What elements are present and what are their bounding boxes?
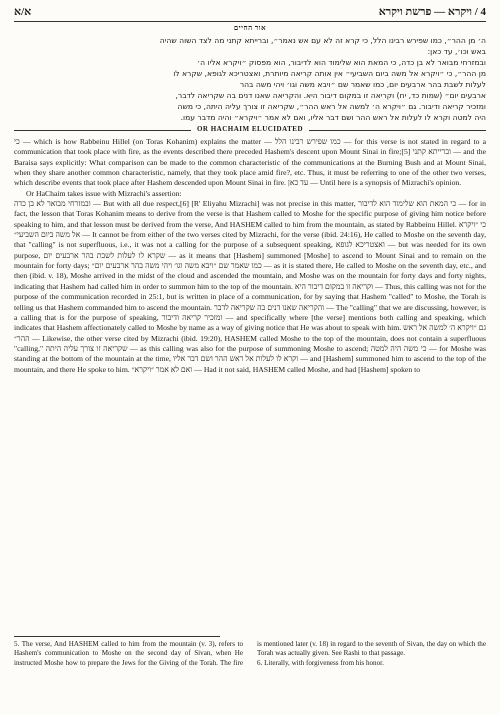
english-paragraph: Or HaChaim takes issue with Mizrachi's assertion: <box>26 188 182 198</box>
page-header-right: 4 / ויקרא — פרשת ויקרא <box>378 6 486 18</box>
hebrew-line: ובמזרחי מבואר לא בן כדה, כי המאת הוא שלימוד הוא לדיבור, הוא מפסוק ״ויקרא אליו ה׳ <box>196 58 486 67</box>
hebrew-line: מן ההר״, כי ״ויקרא אל משה ביום השביעי״ אין אותה קריאה מיותרת, ואצטריכא לגופא, שקרא לו <box>173 69 486 78</box>
hebrew-line: באש וכו׳, עד כאן: <box>427 47 486 56</box>
page-header <box>14 4 486 20</box>
page-header-left: א/א <box>14 6 32 18</box>
english-elucidation <box>14 137 486 375</box>
footnote-rule <box>14 636 220 637</box>
hebrew-line: לעלות לשבת בהר ארבעים יום, כמו שאמר שם ״ויבא משה וגו׳ ויהי משה בהר <box>239 80 486 89</box>
commentary-title: אור החיים <box>0 24 500 32</box>
header-rule <box>14 21 486 22</box>
hebrew-line: ארבעים יום״ (שמות כד, יח) וקריאה זו במקום דיבור היא. והקריאה שאנו דנים בה שקריאה לדבר, <box>175 91 486 100</box>
hebrew-commentary <box>14 35 486 123</box>
footnote: 6. Literally, with forgiveness from his honor. <box>257 658 384 667</box>
footnote: 5. The verse, And HASHEM called to him from the mountain (v. 3), refers to Hashem's communication to Moshe on the second day of Sivan, when He instructed Moshe how to prepare the Jews for the Giving of the Torah. The fire is mentioned later (v. 18) in regard to the seventh of Sivan, the day on which the Torah was actually given. See Rashi to that passage. <box>14 640 486 667</box>
hebrew-line: היה למטה וקרא לו לעלות אל ראש ההר ושם דבר אליו, ואם לא אמר ״ויקרא״ והיה מדבר עמו. <box>180 113 486 122</box>
hebrew-line: ומזכיר קריאה ודיבור. גם ״ויקרא ה׳ למשה אל ראש ההר״, שקריאה זו צורך עליה היתה, כי משה <box>177 102 486 111</box>
english-paragraph: כי — which is how Rabbeinu Hillel (on Toras Kohanim) explains the matter — כמו שפירש רבינו הלל — for this verse is not stated in regard to a communication that took place with fire, as the events described there preceded Hashem's descent upon Mount Sinai in fire;[5] וברייתא קתני — and the Baraisa says explicitly: What comparison can be made to the common characteristic of the communications at the Burning Bush and at Mount Sinai, when they share another common characteristic, namely, that they took place amid fire?, etc. Thus, it must be referring to one of the other two verses, which describe events that took place after Hashem descended upon Mount Sinai in fire. עד כאן — Until here is a synopsis of Mizrachi's opinion. <box>14 137 486 188</box>
english-paragraph: ובמזרחי מבואר לא בן כדה — But with all due respect,[6] [R' Eliyahu Mizrachi] was not precise in this matter, כי המאת הוא שלימוד הוא לדיבור — for in fact, the lesson that Toras Kohanim means to derive from the verse is that Hashem called to Moshe for the specific purpose of giving him notice before speaking to him, and that lesson must be derived from the verse, And HASHEM called to him from the mountain, as stated by Rabbeinu Hillel. כי ״ויקרא אל משה ביום השביעי״ — It cannot be from either of the two verses cited by Mizrachi, for the verse (ibid. 24:16), He called to Moshe on the seventh day, that "calling" is not superfluous, i.e., it was not a calling for the purpose of a subsequent speaking, ואצטריכא לגופא — but was needed for its own purpose, שקרא לו לעלות לשבת בהר ארבעים יום — as it means that [Hashem] summoned [Moshe] to ascend to Mount Sinai and to remain on the mountain for forty days; כמו שאמר שם ״ויבא משה וגו׳ ויהי משה בהר ארבעים יום״ — as it is stated there, He called to Moshe on the seventh day, etc., and then (ibid. v. 18), Moshe arrived in the midst of the cloud and ascended the mountain, and Moshe was on the mountain for forty days and forty nights, indicating that Hashem had called him in order to summon him to the top of the mountain. וקריאה זו במקום דיבור היא — Thus, this calling was not for the purpose of the communication recorded in 25:1, but is written in place of a communication, for by saying that Hashem "called" to Moshe, the Torah is telling us that Hashem commanded him to ascend the mountain. והקריאה שאנו דנים בה שקריאה לדבר — The "calling" that we are discussing, however, is a calling that is for the purpose of speaking, ומזכיר קריאה ודיבור — and specifically where [the verse] mentions both calling and speaking, which indicates that Hashem affectionately called to Moshe by name as a way of giving notice that He was about to speak with him. גם ״ויקרא ה׳ למשה אל ראש ההר״ — Likewise, the other verse cited by Mizrachi (ibid. 19:20), HASHEM called Moshe to the top of the mountain, does not contain a superfluous "calling," שקריאה זו צורך עליה היתה — as this calling was also for the purpose of summoning Moshe to ascend; כי משה היה למטה — for Moshe was standing at the bottom of the mountain at the time, וקרא לו לעלות אל ראש ההר ושם דבר אליו — and [Hashem] summoned him to ascend to the top of the mountain, and there He spoke to him. ואם לא אמר ״ויקרא״ — Had it not said, HASHEM called Moshe, and had [Hashem] spoken to <box>14 199 487 374</box>
hebrew-line: ה׳ מן ההר״, כמו שפירש רבינו הלל, כי קרא זה לא עם אש נאמר״, וברייתא קתני מה לצד השוה שהיה <box>159 36 486 45</box>
footnotes <box>14 640 486 710</box>
elucidated-title: OR HACHAIM ELUCIDATED <box>0 125 500 133</box>
